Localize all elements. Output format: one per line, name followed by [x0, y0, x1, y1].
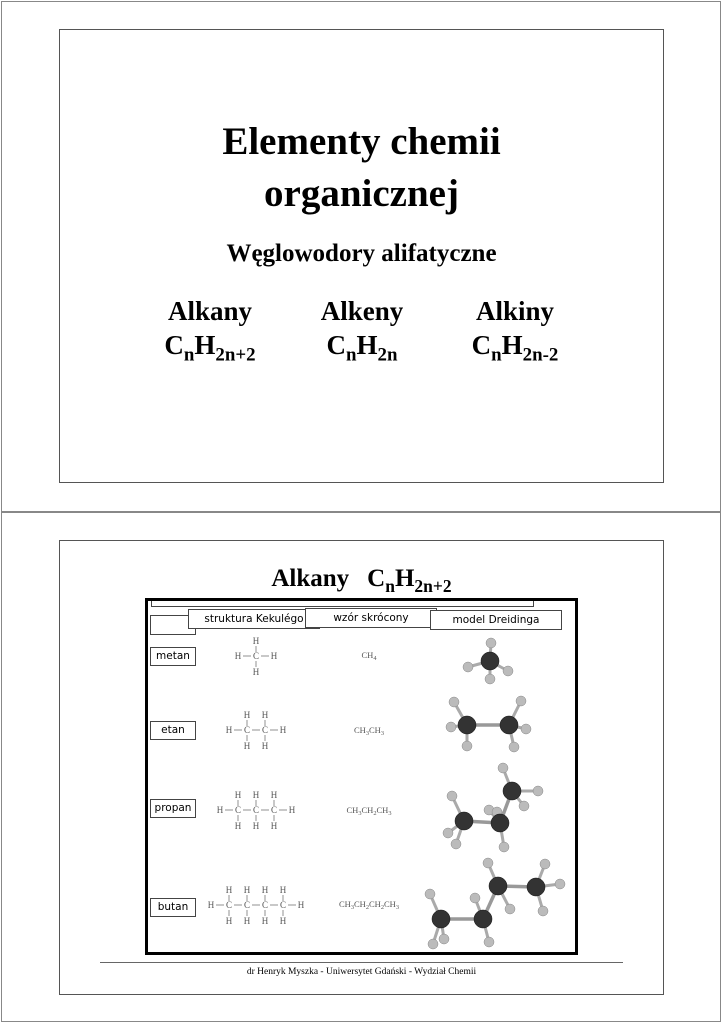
etan-model-hydrogen — [449, 697, 459, 707]
butan-model-hydrogen — [425, 889, 435, 899]
etan-model-hydrogen — [462, 741, 472, 751]
butan-kekule-h: H — [225, 885, 233, 895]
slide-2-title — [60, 565, 663, 597]
butan-kekule-h: H — [297, 900, 305, 910]
etan-kekule-c: C — [261, 725, 269, 735]
family-name: Alkany — [167, 296, 253, 326]
row-label-metan: metan — [150, 647, 196, 666]
propan-kekule-h: H — [270, 821, 278, 831]
propan-kekule-h: H — [234, 790, 242, 800]
butan-kekule-h: H — [207, 900, 215, 910]
family-formula: $C_nH_{2n+2}$ — [164, 330, 256, 366]
condensed-butan: $CH_3CH_2CH_2CH_3$ — [339, 899, 399, 912]
propan-model-carbon — [455, 812, 473, 830]
butan-kekule-h: H — [243, 885, 251, 895]
etan-kekule-h: H — [279, 725, 287, 735]
metan-kekule-h: H — [252, 667, 260, 677]
family-name: Alkiny — [475, 296, 555, 326]
metan-model-carbon — [481, 652, 499, 670]
header-condensed: wzór skrócony — [305, 608, 437, 628]
butan-model-hydrogen — [484, 937, 494, 947]
butan-model-hydrogen — [439, 934, 449, 944]
header-kekule: struktura Kekulégo — [188, 609, 320, 629]
butan-kekule-h: H — [279, 885, 287, 895]
butan-kekule-c: C — [243, 900, 251, 910]
slide-2 — [59, 540, 664, 995]
propan-model-hydrogen — [447, 791, 457, 801]
footer-credit: dr Henryk Myszka - Uniwersytet Gdański - Wydział Chemii — [246, 967, 477, 977]
etan-model-hydrogen — [509, 742, 519, 752]
etan-kekule-h: H — [243, 741, 251, 751]
metan-model-hydrogen — [463, 662, 473, 672]
propan-kekule-c: C — [252, 805, 260, 815]
butan-model-hydrogen — [538, 906, 548, 916]
butan-model-hydrogen — [505, 904, 515, 914]
structures-drawing — [148, 601, 575, 952]
metan-model-hydrogen — [503, 666, 513, 676]
butan-kekule-c: C — [261, 900, 269, 910]
metan-model-hydrogen — [486, 638, 496, 648]
propan-kekule-h: H — [252, 790, 260, 800]
propan-kekule-h: H — [216, 805, 224, 815]
butan-kekule-c: C — [279, 900, 287, 910]
etan-model-hydrogen — [521, 724, 531, 734]
footer-divider — [100, 962, 623, 963]
propan-model-hydrogen — [519, 801, 529, 811]
family-formula: $C_nH_{2n}$ — [326, 330, 398, 366]
row-label-butan: butan — [150, 898, 196, 917]
butan-kekule-h: H — [261, 885, 269, 895]
butan-kekule-h: H — [225, 916, 233, 926]
etan-kekule-h: H — [261, 710, 269, 720]
propan-kekule-c: C — [270, 805, 278, 815]
metan-kekule-h: H — [234, 651, 242, 661]
family-formula: $C_nH_{2n-2}$ — [471, 330, 559, 366]
condensed-etan: $CH_3CH_3$ — [354, 725, 384, 738]
propan-model-hydrogen — [443, 828, 453, 838]
butan-model-hydrogen — [540, 859, 550, 869]
etan-model-carbon — [458, 716, 476, 734]
butan-kekule-h: H — [261, 916, 269, 926]
title-formula: $C_nH_{2n+2}$ — [367, 565, 452, 597]
butan-model-hydrogen — [470, 893, 480, 903]
metan-kekule-h: H — [270, 651, 278, 661]
family-alkany — [130, 294, 290, 373]
etan-model-carbon — [500, 716, 518, 734]
propan-model-hydrogen — [451, 839, 461, 849]
metan-model-hydrogen — [485, 674, 495, 684]
etan-model-hydrogen — [516, 696, 526, 706]
slide-1-title — [60, 116, 663, 220]
butan-kekule-h: H — [243, 916, 251, 926]
etan-kekule-c: C — [243, 725, 251, 735]
etan-model-hydrogen — [446, 722, 456, 732]
etan-kekule-h: H — [243, 710, 251, 720]
butan-kekule-h: H — [279, 916, 287, 926]
propan-model-carbon — [491, 814, 509, 832]
etan-kekule-h: H — [225, 725, 233, 735]
butan-model-carbon — [432, 910, 450, 928]
butan-model-hydrogen — [428, 939, 438, 949]
slide-1-subtitle: Węglowodory alifatyczne — [226, 240, 497, 267]
metan-kekule-h: H — [252, 636, 260, 646]
title-line-2: organicznej — [264, 172, 459, 215]
propan-model-hydrogen — [533, 786, 543, 796]
propan-kekule-c: C — [234, 805, 242, 815]
butan-model-carbon — [474, 910, 492, 928]
row-label-etan: etan — [150, 721, 196, 740]
header-dreiding: model Dreidinga — [430, 610, 562, 630]
propan-kekule-h: H — [234, 821, 242, 831]
propan-model-carbon — [503, 782, 521, 800]
alkane-table-panel — [145, 598, 578, 955]
propan-model-hydrogen — [498, 763, 508, 773]
propan-kekule-h: H — [252, 821, 260, 831]
propan-kekule-h: H — [270, 790, 278, 800]
butan-model-carbon — [489, 877, 507, 895]
row-label-propan: propan — [150, 799, 196, 818]
metan-kekule-c: C — [252, 651, 260, 661]
title-line-1: Elementy chemii — [222, 120, 501, 163]
title-word: Alkany — [271, 565, 350, 592]
butan-model-carbon — [527, 878, 545, 896]
condensed-propan: $CH_3CH_2CH_3$ — [346, 805, 392, 818]
family-alkeny — [282, 294, 442, 373]
butan-kekule-c: C — [225, 900, 233, 910]
family-name: Alkeny — [320, 296, 404, 326]
slide-1 — [59, 29, 664, 483]
condensed-metan: $CH_4$ — [361, 650, 377, 663]
butan-model-hydrogen — [555, 879, 565, 889]
butan-model-hydrogen — [483, 858, 493, 868]
propan-model-hydrogen — [499, 842, 509, 852]
family-alkiny — [435, 294, 595, 373]
etan-kekule-h: H — [261, 741, 269, 751]
propan-kekule-h: H — [288, 805, 296, 815]
